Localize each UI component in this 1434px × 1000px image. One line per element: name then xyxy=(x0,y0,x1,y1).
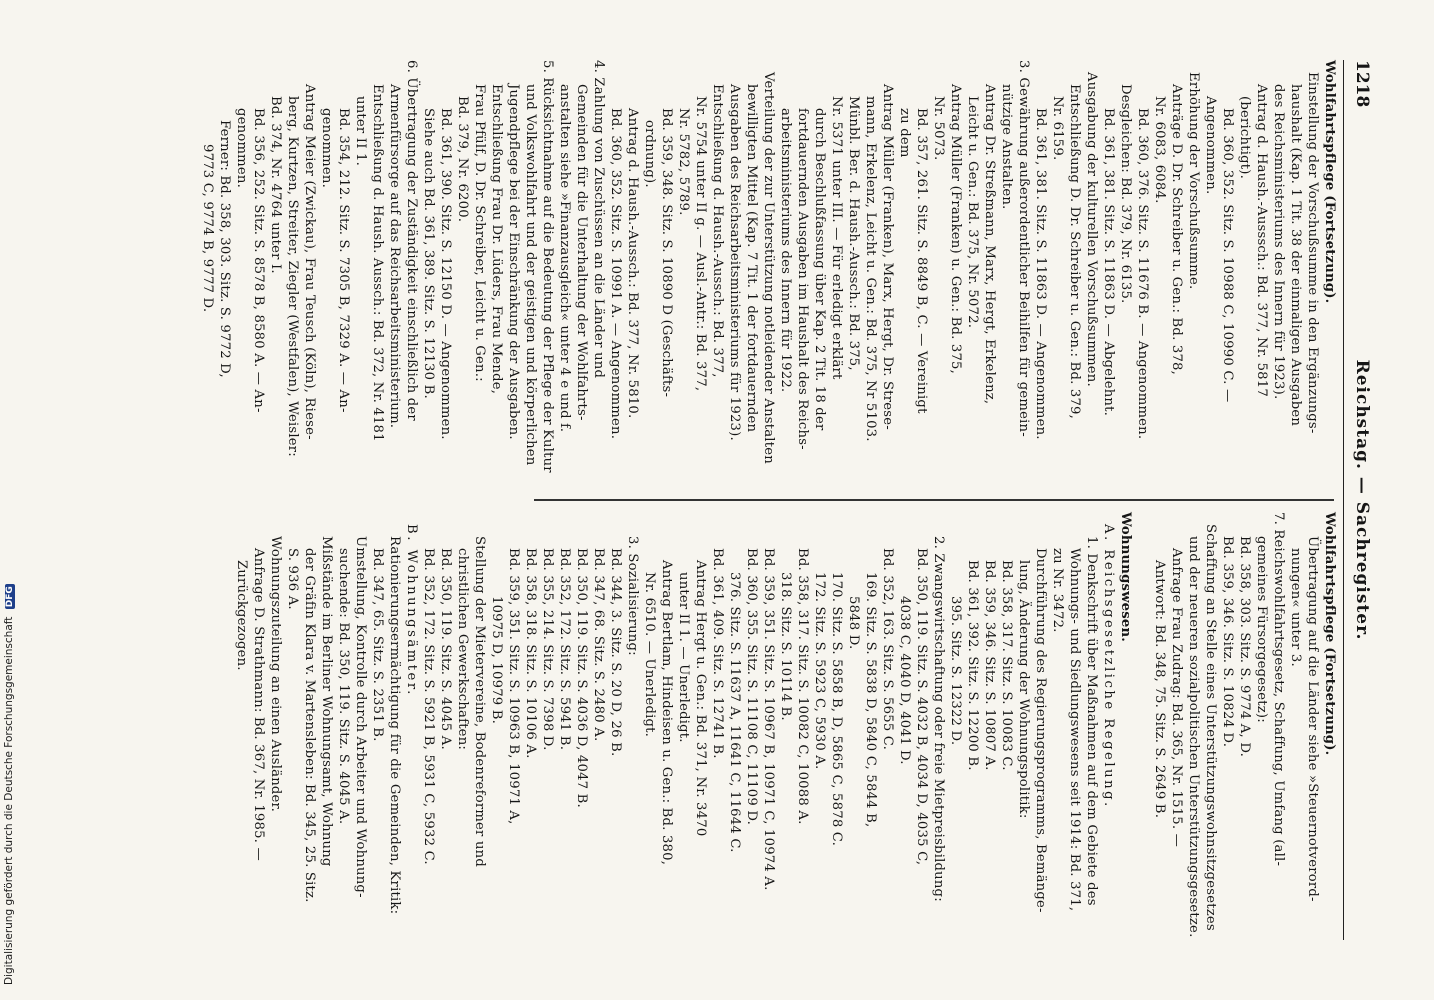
right-column-line: Bd. 358, 318. Sitz. S. 10106 A. xyxy=(523,548,538,759)
left-column-line: Nr. 6083, 6084. xyxy=(1152,96,1167,204)
right-column-line: und der neueren sozialpolitischen Unterstützungsgesetze. xyxy=(1186,536,1201,938)
right-column-line: suchende: Bd. 350, 119. Sitz. S. 4045 A. xyxy=(336,548,351,825)
left-column-line: fortdauernden Ausgaben im Haushalt des Reichs- xyxy=(795,108,810,450)
right-column-line: Bd. 358, 317. Sitz. S. 10083 C. xyxy=(999,560,1014,771)
right-column-line: Mißstände im Berliner Wohnungsamt, Wohnung xyxy=(319,536,334,867)
right-column-line: Bd. 360, 355. Sitz. S. 11108 C, 11109 D. xyxy=(744,548,759,826)
right-column-line: unter II 1. — Unerledigt. xyxy=(676,572,691,743)
left-column-line: bewilligten Mittel (Kap. 7 Tit. 1 der fortdauernden xyxy=(744,84,759,433)
left-column-line: Erhöhung der Vorschußsumme. xyxy=(1186,72,1201,290)
right-column-line: zu Nr. 3472. xyxy=(1050,548,1065,633)
right-column-line: 4038 C, 4040 D, 4041 D. xyxy=(897,596,912,765)
left-column-line: Armenfürsorge auf das Reichsarbeitsministerium. xyxy=(387,84,402,429)
right-column-line: Wohnungs- und Siedlungswesens seit 1914: Bd. 371, xyxy=(1067,548,1082,912)
right-column-line: Bd. 358, 303. Sitz. S. 9774 A, D. xyxy=(1237,536,1252,758)
left-column-line: und Volkswohlfahrt und der geistigen und körperlichen xyxy=(523,84,538,466)
right-column-line: 169. Sitz. S. 5838 D, 5840 C, 5844 B, xyxy=(863,572,878,828)
right-column-line: Bd. 350, 119. Sitz. S. 4036 D, 4047 B. xyxy=(574,548,589,808)
right-column-line: Bd. 350, 119. Sitz. S. 4032 B, 4034 D, 4035 C, xyxy=(914,548,929,866)
left-column-line: unter II 1. xyxy=(353,96,368,166)
left-column-line: 3. Gewährung außerordentlicher Beihilfen für gemein- xyxy=(1016,60,1031,437)
left-column-line: Jugendpflege bei der Einschränkung der Ausgaben. xyxy=(506,84,521,440)
right-column-line: christlichen Gewerkschaften: xyxy=(455,548,470,751)
left-column-line: Bd. 360, 352. Sitz. S. 10988 C, 10990 C. — xyxy=(1220,108,1235,403)
right-column-line: Anfrage Frau Zudrag: Bd. 365, Nr. 1515. — xyxy=(1169,548,1184,848)
left-column-line: Ausgaben des Reichsarbeitsministeriums für 1923). xyxy=(727,84,742,441)
right-column xyxy=(233,512,1338,942)
left-column-line: 6. Übertragung der Zuständigkeit einschließlich der xyxy=(404,60,419,421)
right-column-line: lung, Änderung der Wohnungspolitik: xyxy=(1016,560,1031,819)
left-column-line: Nr. 5073. xyxy=(931,96,946,161)
left-column-line: durch Beschlußfassung über Kap. 2 Tit. 18 der xyxy=(812,108,827,431)
left-column-line: ordnung). xyxy=(642,120,657,188)
left-column-line: Desgleichen: Bd. 379, Nr. 6135. xyxy=(1118,84,1133,304)
right-column-line: Wohnungszuteilung an einen Ausländer. xyxy=(268,536,283,812)
left-column-line: Bd. 361, 390. Sitz. S. 12150 D. — Angenommen. xyxy=(438,108,453,440)
left-column-line: (berichtigt). xyxy=(1237,96,1252,179)
right-column-line: Wohnungswesen. xyxy=(1118,512,1133,643)
left-column-line: Bd. 379, Nr. 6200. xyxy=(455,96,470,223)
left-column-line: 4. Zahlung von Zuschüssen an die Länder und xyxy=(591,60,606,379)
left-column-line: 9773 C, 9774 B, 9777 D. xyxy=(200,144,215,313)
left-column-line: Bd. 354, 212. Sitz. S. 7305 B, 7329 A. — An- xyxy=(336,108,351,413)
left-column-line: Antrag Müller (Franken), Marx, Hergt, Dr. Strese- xyxy=(880,84,895,430)
left-column-line: Frau Pfülf, D. Dr. Schreiber, Leicht u. Gen.: xyxy=(472,84,487,382)
column-divider xyxy=(534,499,1334,501)
right-column-line: 395. Sitz. S. 12322 D. xyxy=(948,596,963,746)
left-column-line: Antrag d. Haush.-Aussch.: Bd. 377, Nr. 5810. xyxy=(625,108,640,419)
right-column-line: 3. Sozialisierung: xyxy=(625,536,640,656)
right-column-line: Bd. 359, 351. Sitz. S. 10963 B, 10971 A, xyxy=(506,548,521,825)
page-header xyxy=(1343,60,1374,940)
left-column-line: Wohlfahrtspflege (Fortsetzung). xyxy=(1322,60,1337,304)
left-column-line: Verteilung der zur Unterstützung notleidender Anstalten xyxy=(761,72,776,464)
right-column-line: Umstellung, Kontrolle durch Arbeiter und Wohnung- xyxy=(353,536,368,898)
right-column-line: 1. Denkschrift über Maßnahmen auf dem Gebiete des xyxy=(1084,536,1099,906)
left-column-line: Entschließung D. Dr. Schreiber u. Gen.: Bd. 379, xyxy=(1067,84,1082,420)
left-column-line: des Reichsministeriums des Innern für 1923). xyxy=(1271,84,1286,400)
right-column-line: der Gräfin Klara v. Martensleben: Bd. 345, 25. Sitz. xyxy=(302,548,317,903)
left-column-line: Bd. 357, 261. Sitz. S. 8849 B, C. — Vereinigt xyxy=(914,108,929,414)
left-column-line: mann, Erkelenz, Leicht u. Gen.: Bd. 375, Nr 5103. xyxy=(863,96,878,442)
left-column-line: Ausgabung der kulturellen Vorschußsummen. xyxy=(1084,72,1099,387)
right-column-line: S. 936 A. xyxy=(285,548,300,610)
right-column-line: 5848 D. xyxy=(846,596,861,650)
right-column-line: Anfrage D. Strathmann: Bd. 367, Nr. 1985. — xyxy=(251,548,266,861)
digitization-note xyxy=(0,0,18,1000)
right-column-line: Bd. 355, 214. Sitz. S. 7398 D. xyxy=(540,548,555,751)
left-column-line: Gemeinden für die Unterhaltung der Wohlfahrts- xyxy=(574,84,589,421)
left-column-line: arbeitsministeriums des Innern für 1922. xyxy=(778,108,793,393)
left-column-line: Bd. 359, 348. Sitz. S. 10890 D (Geschäfts- xyxy=(659,108,674,398)
right-column-line: Bd. 344, 3. Sitz. S. 20 D, 26 B. xyxy=(608,548,623,757)
left-column-line: genommen. xyxy=(234,108,249,188)
left-column-line: Entschließung d. Haush. Aussch.: Bd. 372, Nr. 4181 xyxy=(370,84,385,442)
left-column-line: Angenommen. xyxy=(1203,96,1218,195)
page-title: Reichstag. — Sachregister. xyxy=(1352,359,1372,641)
left-column-line: Münbl. Ber. d. Haush.-Aussch.: Bd. 375, xyxy=(846,96,861,371)
left-column-line: nützige Anstalten. xyxy=(999,84,1014,210)
left-column-line: Bd. 356, 252. Sitz. S. 8578 B, 8580 A. — An- xyxy=(251,108,266,413)
left-column-line: Leicht u. Gen.: Bd. 375, Nr. 5072. xyxy=(965,96,980,329)
right-column-line: Antwort: Bd. 348, 75. Sitz. S. 2649 B. xyxy=(1152,560,1167,819)
left-column-line: Ferner: Bd. 358, 303. Sitz. S. 9772 D, xyxy=(217,120,232,378)
left-column-line: Nr. 6159. xyxy=(1050,96,1065,161)
right-column-line: Bd. 352, 172. Sitz. S. 5941 B. xyxy=(557,548,572,751)
left-column-line: Einstellung der Vorschußsumme in den Ergänzungs- xyxy=(1305,72,1320,434)
right-column-line: Zurückgezogen. xyxy=(234,560,249,671)
left-column-line: Anträge D. Dr. Schreiber u. Gen.: Bd. 378, xyxy=(1169,84,1184,376)
right-column-line xyxy=(1134,512,1151,942)
right-column-line: 2. Zwangswirtschaftung oder freie Mietpreisbildung: xyxy=(931,536,946,902)
right-column-line: Antrag Hergt u. Gen.: Bd. 371, Nr. 3470 xyxy=(693,560,708,837)
right-column-line: Bd. 347, 65. Sitz. S. 2351 B. xyxy=(370,548,385,742)
right-column-line: Nr. 6510. — Unerledigt. xyxy=(642,572,657,738)
right-column-line: 376. Sitz. S. 11637 A, 11641 C, 11644 C. xyxy=(727,572,742,853)
right-column-line: Bd. 358, 317. Sitz. S. 10082 C, 10088 A. xyxy=(795,548,810,825)
right-column-line: 172. Sitz. S. 5923 C, 5930 A. xyxy=(812,572,827,770)
right-column-line: Bd. 359, 346. Sitz. S. 10824 D. xyxy=(1220,536,1235,748)
left-column-line: Bd. 361, 381. Sitz. S. 11863 D. — Angenommen. xyxy=(1033,108,1048,440)
right-column-line: Rationierungsermächtigung für die Gemeinden, Kritik: xyxy=(387,536,402,915)
left-column-line: Antrag Meier (Zwickau), Frau Teusch (Köln), Riese- xyxy=(302,84,317,440)
right-column-line: Bd. 359, 346. Sitz. S. 10807 A. xyxy=(982,560,997,771)
right-column-line: 10975 D, 10979 B. xyxy=(489,596,504,725)
right-column-line: gemeines Fürsorgegesetz): xyxy=(1254,536,1269,723)
left-column-line: genommen. xyxy=(319,108,334,188)
right-column-line: Bd. 350, 119. Sitz. S. 4045 A. xyxy=(438,548,453,750)
left-column-line: Nr. 5782, 5789. xyxy=(676,108,691,216)
right-column-line: nungen« unter 3. xyxy=(1288,548,1303,667)
right-column-line: Schaffung an Stelle eines Unterstützungswohnsitzgesetzes xyxy=(1203,524,1218,931)
right-column-line: Übertragung auf die Länder siehe »Steuernotverord- xyxy=(1305,536,1320,902)
left-column-line: Antrag Dr. Streßmann, Marx, Hergt, Erkelenz, xyxy=(982,84,997,405)
left-column-line: Bd. 360, 376. Sitz. S. 11676 B. — Angenommen. xyxy=(1135,108,1150,440)
page-number: 1218 xyxy=(1352,60,1372,108)
right-column-line: Bd. 352, 172. Sitz. S. 5921 B, 5931 C, 5932 C. xyxy=(421,548,436,865)
left-column xyxy=(199,60,1338,490)
dfg-logo: DFG xyxy=(5,586,15,608)
left-column-line: haushalt (Kap. 1 Tit. 38 der einmaligen Ausgaben xyxy=(1288,84,1303,427)
right-column-line: Bd. 359, 351. Sitz. S. 10967 B, 10971 C, 10974 A. xyxy=(761,548,776,891)
right-column-line: 318. Sitz. S. 10114 B. xyxy=(778,572,793,721)
left-column-line: Siehe auch Bd. 361, 389. Sitz. S. 12130 B. xyxy=(421,108,436,399)
right-column-line: 170. Sitz. S. 5858 B, D, 5865 C, 5878 C. xyxy=(829,572,844,847)
left-column-line: 5. Rücksichtnahme auf die Bedeutung der Pflege der Kultur xyxy=(540,60,555,473)
right-column-line: B. Wohnungsämter. xyxy=(404,524,419,697)
left-column-line: Entschließung d. Haush.-Aussch.: Bd. 377, xyxy=(710,84,725,378)
left-column-line: Bd. 360, 352. Sitz. S. 10991 A. — Angenommen. xyxy=(608,108,623,440)
left-column-line: Antrag Müller (Franken) u. Gen.: Bd. 375, xyxy=(948,84,963,375)
left-column-line: anstalten siehe »Finanzausgleich« unter 4 e und f. xyxy=(557,84,572,433)
right-column-line: Durchführung des Regierungsprogramms, Bemänge- xyxy=(1033,548,1048,913)
left-column-line: Entschließung Frau Dr. Lüders, Frau Mende, xyxy=(489,84,504,395)
left-column-line: Antrag d. Haush.-Ausssch.: Bd. 377, Nr. 5817 xyxy=(1254,84,1269,397)
left-column-line: berg, Kurtzen, Streiter, Ziegler (Westfalen), Weisler: xyxy=(285,96,300,457)
right-column-line: A. Reichsgesetzliche Regelung. xyxy=(1101,524,1116,809)
left-column-line: Bd. 374, Nr. 4764 unter I. xyxy=(268,96,283,274)
right-column-line: Bd. 361, 409. Sitz. S. 12741 B. xyxy=(710,548,725,759)
digitization-text: Digitalisierung gefördert durch die Deutsche Forschungsgemeinschaft xyxy=(3,616,15,985)
left-column-line: zu dem xyxy=(897,108,912,158)
right-column-line: Bd. 352, 163. Sitz. S. 5655 C. xyxy=(880,548,895,751)
right-column-line: Stellung der Mietervereine, Bodenreformer und xyxy=(472,536,487,867)
right-column-line: Antrag Bertlam, Hindeisen u. Gen.: Bd. 380, xyxy=(659,560,674,866)
right-column-line: Bd. 361, 392. Sitz. S. 12200 B. xyxy=(965,560,980,771)
right-column-line: 7. Reichswohlfahrtsgesetz, Schaffung, Umfang (all- xyxy=(1271,512,1286,867)
right-column-line: Wohlfahrtspflege (Fortsetzung). xyxy=(1322,512,1337,756)
left-column-line: Nr. 5754 unter II g. — Ausl.-Antr.: Bd. 377, xyxy=(693,96,708,392)
left-column-line: Bd. 361, 381. Sitz. S. 11863 D. — Abgelehnt. xyxy=(1101,108,1116,416)
left-column-line: Nr. 5371 unter III. — Für erledigt erklärt xyxy=(829,96,844,380)
right-column-line: Bd. 347, 68. Sitz. S. 2480 A. xyxy=(591,548,606,742)
